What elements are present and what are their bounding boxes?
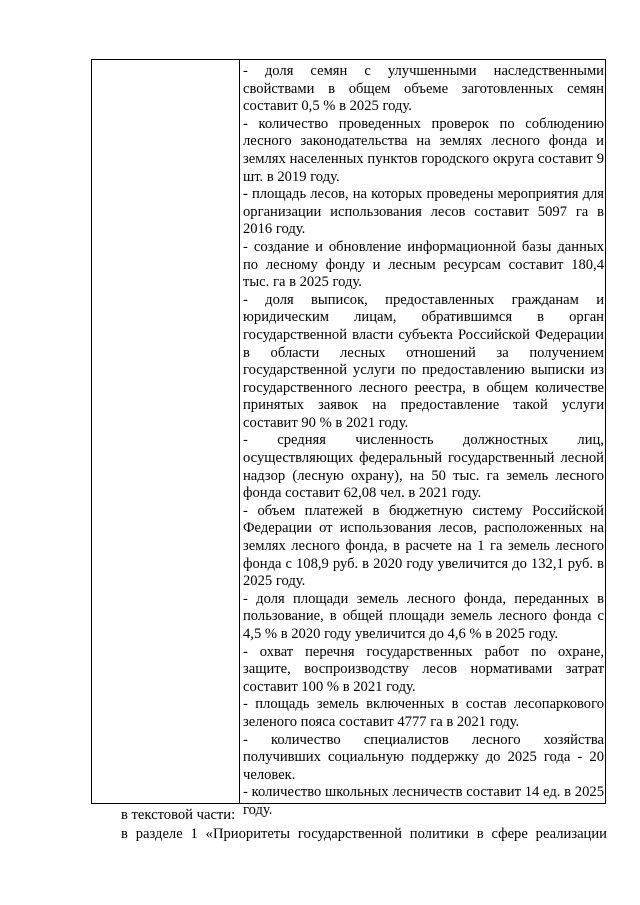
indicator-item: - создание и обновление информационной базы данных по лесному фонду и лесным ресурсам составит 180,4 тыс. га в 2025 году. (243, 238, 604, 291)
indicator-item: - доля площади земель лесного фонда, переданных в пользование, в общей площади земель лесного фонда с 4,5 % в 2020 году увеличится до 4,6 % в 2025 году. (243, 590, 604, 642)
indicator-item: - доля семян с улучшенными наследственными свойствами в общем объеме заготовленных семян составит 0,5 % в 2025 году. (243, 63, 604, 115)
column-divider (239, 60, 240, 803)
indicator-item: - охват перечня государственных работ по охране, защите, воспроизводству лесов нормативами затрат составит 100 % в 2021 году. (243, 643, 604, 695)
indicator-item: - средняя численность должностных лиц, осуществляющих федеральный государственный лесной надзор (лесную охрану), на 50 тыс. га земель лесного фонда составит 62,08 чел. в 2021 году. (243, 432, 604, 502)
body-text-line: в разделе 1 «Приоритеты государственной политики в сфере реализации (121, 826, 607, 842)
indicator-item: - объем платежей в бюджетную систему Российской Федерации от использования лесов, расположенных на землях лесного фонда, в расчете на 1 га земель лесного фонда с 108,9 руб. в 2020 году увеличится до 132,1 руб. в 2025 году. (243, 502, 604, 590)
indicator-item: - количество проведенных проверок по соблюдению лесного законодательства на землях лесного фонда и землях населенных пунктов городского округа составит 9 шт. в 2019 году. (243, 115, 604, 185)
indicator-item: - доля выписок, предоставленных гражданам и юридическим лицам, обратившимся в орган государственной власти субъекта Российской Федерации в области лесных отношений за получением государственной услуги по предоставлению выписки из государственного лесного реестра, в общем количестве принятых заявок на предоставление такой услуги составит 90 % в 2021 году. (243, 291, 604, 431)
indicator-item: - площадь лесов, на которых проведены мероприятия для организации использования лесов составит 5097 га в 2016 году. (243, 186, 604, 238)
indicator-item: - площадь земель включенных в состав лесопаркового зеленого пояса составит 4777 га в 2021 году. (243, 696, 604, 730)
indicator-item: - количество специалистов лесного хозяйства получивших социальную поддержку до 2025 года - 20 человек. (243, 731, 604, 783)
indicators-cell (243, 63, 604, 820)
indicator-item: - количество школьных лесничеств составит 14 ед. в 2025 году. (243, 784, 604, 818)
body-text-line: в текстовой части: (121, 807, 236, 823)
